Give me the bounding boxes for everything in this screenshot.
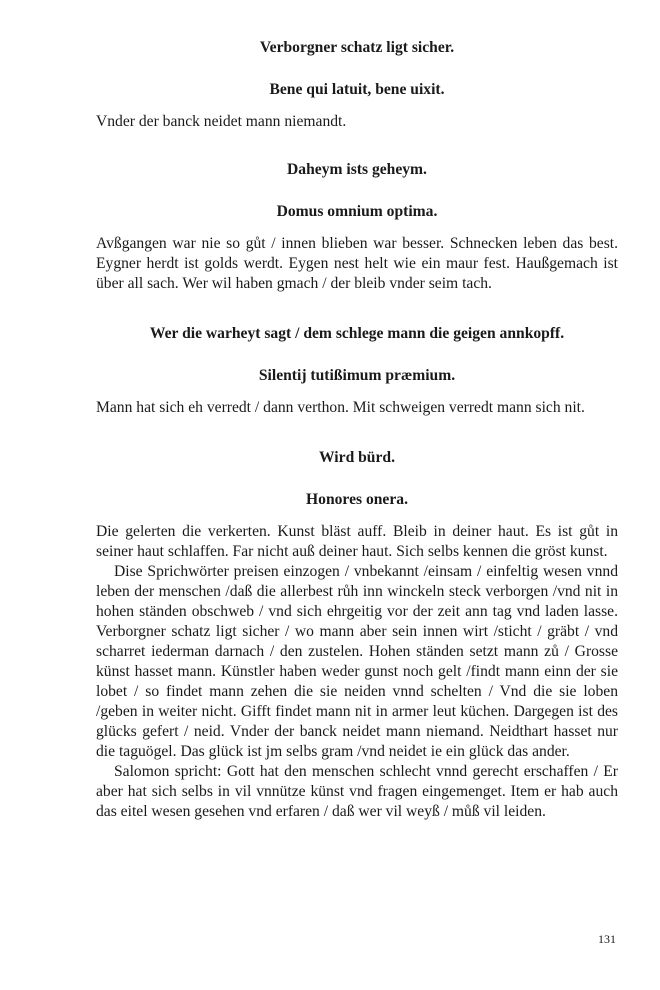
section-title: Verborgner schatz ligt sicher. [259,39,455,56]
section-text: Vnder der banck neidet mann niemandt. [96,113,347,130]
section-latin-motto: Silentij tutißimum præmium. [258,367,456,384]
page-content [96,38,618,822]
section-latin-motto: Honores onera. [306,491,408,508]
section-title: Daheym ists geheym. [287,161,427,178]
section-latin-motto: Domus omnium optima. [276,203,438,220]
section-latin-motto: Bene qui latuit, bene uixit. [269,81,445,98]
commentary-paragraph: Salomon spricht: Gott hat den menschen schlecht vnnd gerecht erschaffen / Er aber hat sich selbs in vil vnnütze künst vnd fragen eingemenget. Item er hab auch das eitel wesen gesehen vnd erfaren / daß wer vil weyß / můß vil leiden. [96,763,618,820]
section-text: Die gelerten die verkerten. Kunst bläst auff. Bleib in deiner haut. Es ist gůt in seiner haut schlaffen. Far nicht auß deiner haut. Sich selbs kennen die gröst kunst. [96,523,618,560]
page-number: 131 [598,932,616,946]
section-title: Wer die warheyt sagt / dem schlege mann die geigen annkopff. [149,325,565,342]
section-text: Mann hat sich eh verredt / dann verthon. Mit schweigen verredt mann sich nit. [96,399,585,416]
section-title: Wird bürd. [319,449,395,466]
section-text: Avßgangen war nie so gůt / innen blieben war besser. Schnecken leben das best. Eygner herdt ist golds werdt. Eygen nest helt wie ein maur fest. Haußgemach ist über all sach. Wer wil haben gmach / der bleib vnder seim tach. [96,235,618,292]
commentary-paragraph: Dise Sprichwörter preisen einzogen / vnbekannt /einsam / einfeltig wesen vnnd leben der menschen /daß die allerbest růh inn winckeln steck verborgen /vnd nit in hohen ständen obschweb / vnd sich ehrgeitig vor der zeit ann tag vnd laden lasse. Verborgner schatz ligt sicher / wo mann aber sein innen wirt /sticht / gräbt / vnd scharret iederman darnach / den zustelen. Hohen ständen setzt mann zů / Grosse künst hasset mann. Künstler haben weder gunst noch gelt /findt mann einn der sie lobet / so findet mann zehen die sie neiden vnnd schelten / Vnd die sie loben /geben in weiter nicht. Gifft findet mann nit in armer leut küchen. Dargegen ist des glücks gefert / neid. Vnder der banck neidet mann niemand. Neidthart hasset nur die taguögel. Das glück ist jm selbs gram /vnd neidet ie ein glück das ander. [96,563,618,760]
